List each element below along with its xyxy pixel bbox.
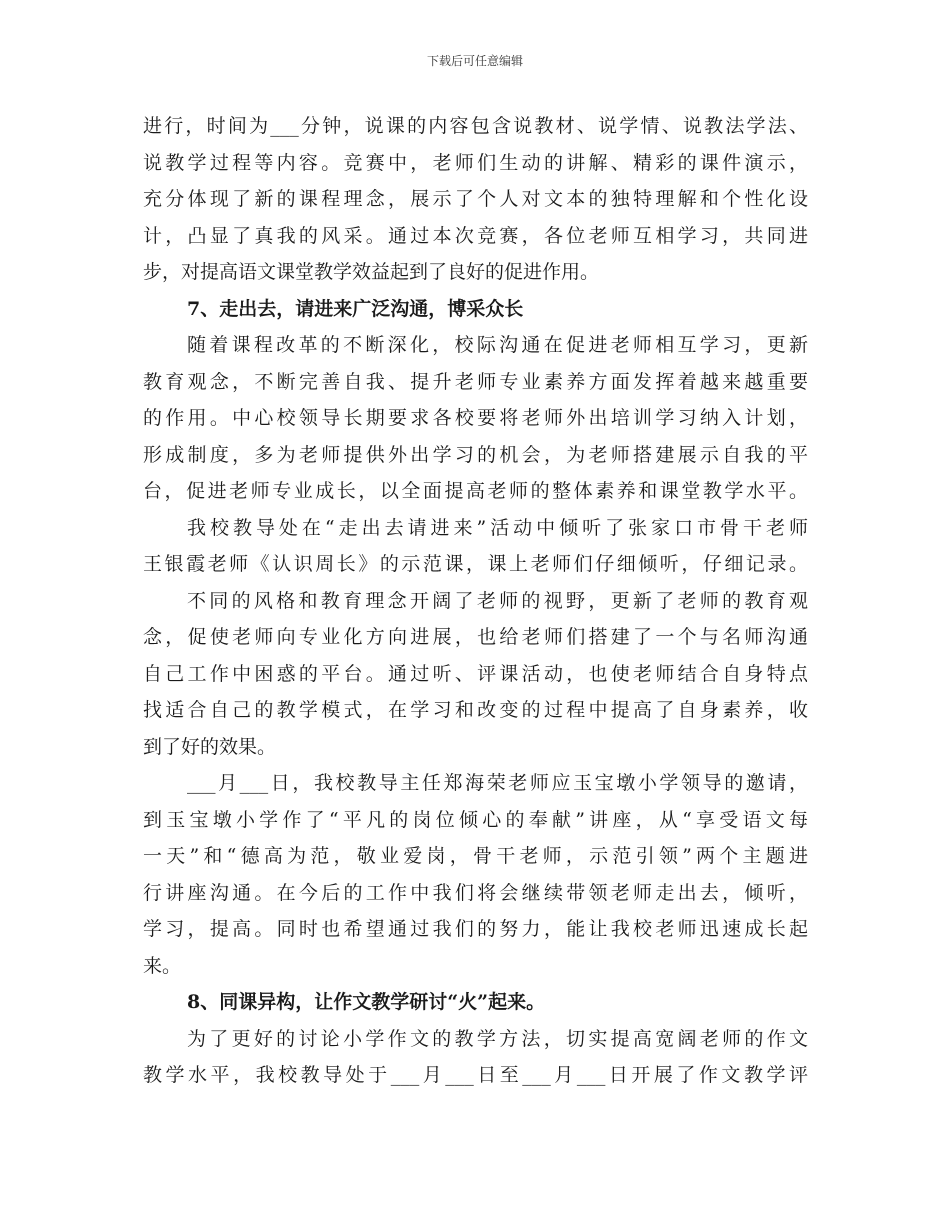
document-body — [143, 108, 808, 1094]
text-line: 计，凸显了真我的风采。通过本次竞赛，各位老师互相学习，共同进 — [143, 224, 808, 247]
text-line: 一天”和“德高为范，敬业爱岗，骨干老师，示范引领”两个主题进 — [143, 845, 808, 867]
text-line: 王银霞老师《认识周长》的示范课，课上老师们仔细倾听，仔细记录。 — [143, 553, 808, 575]
text-line: 教学水平，我校教导处于___月___日至___月___日开展了作文教学评 — [143, 1064, 808, 1086]
text-line: 台，促进老师专业成长，以全面提高老师的整体素养和课堂教学水平。 — [143, 480, 808, 502]
text-line: 自己工作中困惑的平台。通过听、评课活动，也使老师结合自身特点 — [143, 662, 808, 685]
text-line: 步，对提高语文课堂教学效益起到了良好的促进作用。 — [143, 261, 600, 283]
text-line: 来。 — [143, 954, 182, 977]
text-line: 学习，提高。同时也希望通过我们的努力，能让我校老师迅速成长起 — [143, 918, 808, 940]
text-line: 到了好的效果。 — [143, 735, 277, 758]
paragraph-first-line: 不同的风格和教育理念开阔了老师的视野，更新了老师的教育观 — [187, 589, 808, 612]
text-line: 说教学过程等内容。竞赛中，老师们生动的讲解、精彩的课件演示， — [143, 151, 808, 174]
text-line: 形成制度，多为老师提供外出学习的机会，为老师搭建展示自我的平 — [143, 443, 808, 466]
text-line: 的作用。中心校领导长期要求各校要将老师外出培训学习纳入计划， — [143, 407, 808, 429]
paragraph-first-line: 随着课程改革的不断深化，校际沟通在促进老师相互学习，更新 — [187, 334, 808, 356]
text-line: 找适合自己的教学模式，在学习和改变的过程中提高了自身素养，收 — [143, 699, 808, 721]
paragraph-first-line: 我校教导处在“走出去请进来”活动中倾听了张家口市骨干老师 — [187, 516, 808, 539]
paragraph-first-line: 为了更好的讨论小学作文的教学方法，切实提高宽阔老师的作文 — [187, 1027, 808, 1050]
text-line: 到玉宝墩小学作了“平凡的岗位倾心的奉献”讲座，从“享受语文每 — [143, 808, 808, 831]
text-line: 教育观念，不断完善自我、提升老师专业素养方面发挥着越来越重要 — [143, 370, 808, 393]
section-heading: 8、同课异构，让作文教学研讨“火”起来。 — [187, 991, 546, 1013]
text-line: 进行，时间为___分钟，说课的内容包含说教材、说学情、说教法学法、 — [143, 115, 808, 137]
text-line: 念，促使老师向专业化方向进展，也给老师们搭建了一个与名师沟通 — [143, 626, 808, 648]
text-line: 行讲座沟通。在今后的工作中我们将会继续带领老师走出去，倾听， — [143, 881, 808, 904]
section-heading: 7、走出去，请进来广泛沟通，博采众长 — [187, 297, 524, 320]
page-header: 下载后可任意编辑 — [426, 54, 523, 68]
paragraph-first-line: ___月___日，我校教导主任郑海荣老师应玉宝墩小学领导的邀请， — [187, 772, 808, 794]
text-line: 充分体现了新的课程理念，展示了个人对文本的独特理解和个性化设 — [143, 188, 808, 210]
